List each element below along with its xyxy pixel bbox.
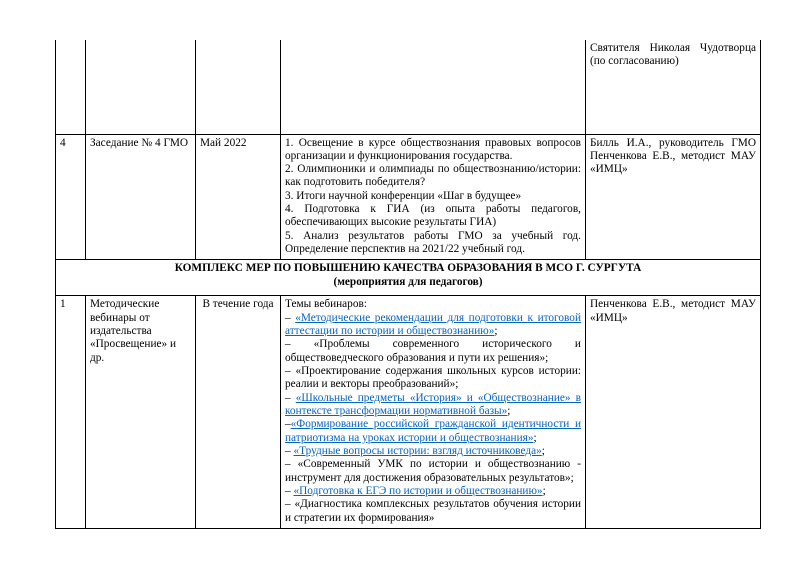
- plan-table: [55, 40, 761, 529]
- webinar-topics-cell: [281, 296, 586, 529]
- table-row-webinars: [56, 296, 761, 529]
- date-cell: Май 2022: [196, 134, 281, 260]
- separator: ;: [494, 325, 498, 338]
- agenda-cell: [281, 134, 586, 260]
- table-row-section-header: [56, 260, 761, 296]
- responsible-cell: Святителя Николая Чудотворца (по согласованию): [586, 40, 761, 134]
- webinar-link[interactable]: «Формирование российской гражданской идентичности и патриотизма на уроках истории и обществознания»: [285, 418, 581, 444]
- separator: ;: [541, 445, 545, 458]
- responsible-cell: Пенченкова Е.В., методист МАУ «ИМЦ»: [586, 296, 761, 529]
- webinar-link[interactable]: «Подготовка к ЕГЭ по истории и обществознанию»: [293, 485, 543, 498]
- separator: ;: [545, 351, 549, 364]
- section-header-cell: [56, 260, 761, 296]
- date-cell: В течение года: [196, 296, 281, 529]
- webinar-list-title: Темы вебинаров:: [285, 298, 367, 311]
- section-title: КОМПЛЕКС МЕР ПО ПОВЫШЕНИЮ КАЧЕСТВА ОБРАЗОВАНИЯ В МСО Г. СУРГУТА: [174, 262, 642, 275]
- dash: –: [285, 365, 296, 378]
- event-name-cell: Заседание № 4 ГМО: [86, 134, 196, 260]
- empty-date-cell: [196, 40, 281, 134]
- dash: –: [285, 498, 295, 511]
- separator: ;: [542, 485, 546, 498]
- agenda-item: 3. Итоги научной конференции «Шаг в будущее»: [285, 189, 522, 202]
- dash: –: [285, 418, 291, 431]
- empty-content-cell: [281, 40, 586, 134]
- dash: –: [285, 445, 294, 458]
- agenda-item: 2. Олимпионики и олимпиады по обществознанию/истории: как подготовить победителя?: [285, 163, 581, 189]
- webinar-item: [285, 485, 581, 498]
- webinar-topic: «Проектирование содержания школьных курсов истории: реалии и векторы преобразований»: [285, 365, 581, 391]
- agenda-item: 1. Освещение в курсе обществознания правовых вопросов организации и функционирования государства.: [285, 136, 581, 162]
- webinar-item: [285, 458, 581, 485]
- webinar-item: [285, 418, 581, 445]
- agenda-item: 4. Подготовка к ГИА (из опыта работы педагогов, обеспечивающих высокие результаты ГИА): [285, 203, 581, 229]
- webinar-item: [285, 392, 581, 419]
- separator: ;: [570, 471, 574, 484]
- separator: ;: [533, 431, 537, 444]
- dash: –: [285, 485, 294, 498]
- event-name-cell: Методические вебинары от издательства «Просвещение» и др.: [86, 296, 196, 529]
- separator: ;: [455, 378, 459, 391]
- row-number: 4: [56, 134, 86, 260]
- webinar-topic: «Современный УМК по истории и обществознанию - инструмент для достижения образовательных результатов»: [285, 458, 581, 484]
- table-row-meeting-4: [56, 134, 761, 260]
- webinar-topic: «Проблемы современного исторического и обществоведческого образования и пути их решения»: [285, 338, 581, 364]
- responsible-cell: Билль И.А., руководитель ГМО Пенченкова Е.В., методист МАУ «ИМЦ»: [586, 134, 761, 260]
- webinar-item: [285, 498, 581, 525]
- dash: –: [285, 391, 296, 404]
- webinar-link[interactable]: «Школьные предметы «История» и «Обществознание» в контексте трансформации нормативной базы»: [285, 391, 581, 418]
- webinar-item: [285, 312, 581, 339]
- table-row-continuation: [56, 40, 761, 134]
- empty-event-cell: [86, 40, 196, 134]
- row-number: 1: [56, 296, 86, 529]
- webinar-item: [285, 445, 581, 458]
- webinar-item: [285, 338, 581, 365]
- dash: –: [285, 458, 298, 471]
- section-subtitle: (мероприятия для педагогов): [333, 275, 483, 288]
- separator: ;: [507, 405, 511, 418]
- webinar-link[interactable]: «Методические рекомендации для подготовки к итоговой аттестации по истории и обществознанию»: [285, 311, 581, 338]
- webinar-link[interactable]: «Трудные вопросы истории: взгляд источниковеда»: [293, 445, 542, 458]
- empty-number-cell: [56, 40, 86, 134]
- webinar-item: [285, 365, 581, 392]
- agenda-item: 5. Анализ результатов работы ГМО за учебный год. Определение перспектив на 2021/22 учебный год.: [285, 229, 581, 256]
- webinar-topic: «Диагностика комплексных результатов обучения истории и стратегии их формирования»: [285, 498, 581, 524]
- dash: –: [285, 311, 296, 324]
- dash: –: [285, 338, 314, 351]
